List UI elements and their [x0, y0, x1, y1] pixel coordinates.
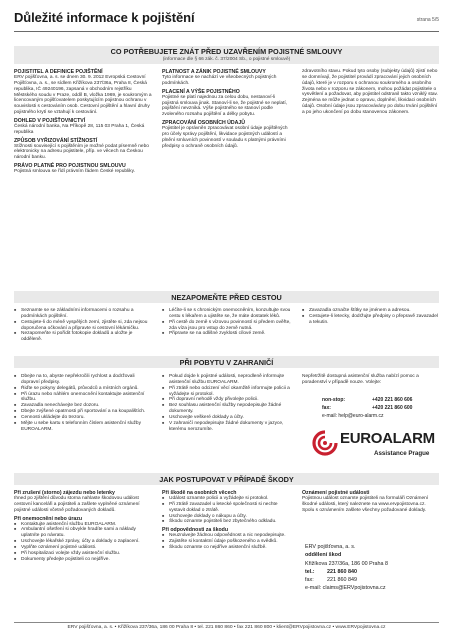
- bullet-item: ■ Uschovejte veškeré doklady a účty.: [162, 415, 292, 421]
- section-title: CO POTŘEBUJETE ZNÁT PŘED UZAVŘENÍM POJISTNÉ SMLOUVY: [110, 47, 343, 56]
- column-paragraph: ERV pojišťovna, a. s. se dnem 30. 9. 2012 Evropská Cestovní Pojišťovna, a. s., se sídlem Křižíkova 237/36a, Praha 8, Česká republika, IČ 49240196, zapsaná v obchodním rejstříku Městského soudu v Praze, oddíl B, vložka 1969, je soukromým a licencovaným pojišťovatelem poskytujícím pojistnou ochranu v souvislosti s cestováním osob. Cestovní pojištění a hlavní druhy pojistného krytí se vztahují k cestování.: [14, 75, 152, 116]
- section-banner-before-trip: [14, 291, 439, 303]
- bullet-item: ■ Při ztrátě zavazadel u letecké společnosti si nechte vystavit doklad o ztrátě.: [162, 502, 292, 514]
- column-heading: Při škodě na osobních věcech: [162, 490, 237, 496]
- bullet-item: ■ Kontaktujte asistenční službu EUROALARM.: [14, 522, 152, 528]
- page-number: strana 5/5: [416, 17, 439, 23]
- column-heading: PLATNOST A ZÁNIK POJISTNÉ SMLOUVY: [162, 69, 266, 75]
- section3-column-1: [14, 374, 152, 432]
- claims-department: oddělení škod: [305, 552, 342, 559]
- column-paragraph: Česká národní banka, Na Příkopě 28, 115 03 Praha 1, Česká republika: [14, 123, 145, 135]
- section1-column-3: [302, 69, 439, 116]
- bullet-item: ■ Seznamte se se základními informacemi o rozsahu a podmínkách pojištění.: [14, 308, 152, 320]
- column-paragraph: Pojistné se platí najednou za celou dobu, nestanoví-li pojistná smlouva jinak. Stanoví-li se, že pojistné se neplatí, pojištění nevzniká. Výše pojistného se stanoví podle zvoleného rozsahu pojištění a délky pobytu.: [162, 94, 288, 118]
- column-heading: POJISTITEL A DEFINICE POJIŠTĚNÍ: [14, 69, 103, 75]
- column-heading: DOHLED V POJIŠŤOVNICTVÍ: [14, 117, 86, 124]
- claims-street: Křižíkova 237/36a, 186 00 Praha 8: [305, 560, 389, 567]
- bullet-item: ■ Mějte u sebe kartu s telefonním číslem asistenční služby EUROALARM.: [14, 421, 152, 433]
- bullet-list: [14, 522, 152, 563]
- bullet-item: ■ Uschovejte doklady o nákupu a účty.: [162, 514, 292, 520]
- euroalarm-logo: [312, 428, 439, 462]
- bullet-item: ■ Uschovejte lékařské zprávy, účty a doklady o zaplacení.: [14, 539, 152, 545]
- section1-column-1: [14, 69, 152, 175]
- bullet-item: ■ Cestujete-li letecky, dodržujte předpisy o přepravě zavazadel a tekutin.: [302, 314, 439, 326]
- bullet-list: [14, 308, 152, 343]
- section3-column-2: [162, 374, 292, 432]
- column-paragraph: zdravotního stavu. Pokud tyto osoby (subjekty údajů) zjistí nebo se domnívají, že pojistitel provádí zpracování jejich osobních údajů, které je v rozporu s ochranou soukromého a osobního života nebo v rozporu se zákonem, mohou požádat pojistitele o vysvětlení a požadovat, aby pojistitel odstranil takto vzniklý stav. Zejména se může jednat o opravu, doplnění, likvidaci osobních údajů. Osobní údaje jsou zpracovávány po dobu trvání pojištění a po jeho ukončení po dobu stanovenou zákonem.: [302, 69, 438, 115]
- contact-row-fax: fax: +420 221 860 600: [322, 405, 413, 411]
- bullet-item: ■ Při hospitalizaci volejte vždy asistenční službu.: [14, 551, 152, 557]
- bullet-list: [162, 308, 292, 337]
- bullet-item: ■ Zavazadla nenechávejte bez dozoru.: [14, 403, 152, 409]
- section2-column-2: [162, 308, 292, 337]
- column-heading: Při zrušení (storno) zájezdu nebo letenky: [14, 490, 115, 496]
- bullet-item: ■ V zahraničí nepodepisujte žádné dokumenty v jazyce, kterému nerozumíte.: [162, 421, 292, 433]
- contact-row-email[interactable]: e-mail: help@euro-alarm.cz: [322, 413, 384, 419]
- bullet-item: ■ Zavazadla označte štítky se jménem a adresou.: [302, 308, 439, 314]
- bullet-item: ■ Při cestě do země s vízovou povinností si předem ověřte, zda víza jsou pro vstup do země nutná.: [162, 320, 292, 332]
- section4-column-3: [302, 490, 439, 514]
- bullet-item: ■ Ambulantní ošetření si obvykle hradíte sami a náklady uplatníte po návratu.: [14, 527, 152, 539]
- bullet-item: ■ Zajistěte si kontaktní údaje poškozeného a svědků.: [162, 539, 292, 545]
- bullet-item: ■ Dbejte zvýšené opatrnosti při sportování a na koupalištích.: [14, 409, 152, 415]
- bullet-item: ■ Připravte se na odlišné zvyklosti cílové země.: [162, 331, 292, 337]
- column-paragraph: Stížnosti související s pojištěním je možné podat písemně nebo elektronicky na adresu pojistitele, příp. ve věcech na Českou národní banku.: [14, 143, 149, 161]
- page-header: [14, 10, 439, 32]
- claims-address: [305, 543, 439, 593]
- bullet-item: ■ Při úrazu nebo náhlém onemocnění kontaktujte asistenční službu.: [14, 392, 152, 404]
- column-heading: Při onemocnění nebo úrazu: [14, 515, 83, 522]
- claims-company: ERV pojišťovna, a. s.: [305, 544, 356, 550]
- bullet-list: [302, 308, 439, 326]
- claims-email[interactable]: e-mail: claims@ERVpojistovna.cz: [305, 585, 386, 592]
- section-title: JAK POSTUPOVAT V PŘÍPADĚ ŠKODY: [159, 475, 294, 484]
- bullet-item: ■ Neuznávejte žádnou odpovědnost a nic nepodepisujte.: [162, 533, 292, 539]
- page-footer: ERV pojišťovna, a. s. • Křižíkova 237/36a, 186 00 Praha 8 • tel. 221 860 860 • fax 221 860 800 • klient@ERVpojistovna.cz • www.ERVpojistovna.cz: [14, 622, 439, 630]
- section-banner-damage: [14, 473, 439, 485]
- column-heading: ZPRACOVÁNÍ OSOBNÍCH ÚDAJŮ: [162, 120, 246, 127]
- bullet-list: [162, 374, 292, 432]
- column-heading: Při odpovědnosti za škodu: [162, 527, 229, 534]
- bullet-item: ■ Vyplňte oznámení pojistné události.: [14, 545, 152, 551]
- column-heading: ZPŮSOB VYŘIZOVÁNÍ STÍŽNOSTÍ: [14, 137, 98, 144]
- section-subtitle: (informace dle § 66 zák. č. 37/2004 Sb., o pojistné smlouvě): [162, 57, 291, 62]
- column-paragraph: Pojistná smlouva se řídí právním řádem České republiky.: [14, 169, 135, 175]
- section-banner-before-contract: [14, 46, 439, 64]
- bullet-item: ■ Nezapomeňte si pořídit fotokopie dokladů a uložte je odděleně.: [14, 331, 152, 343]
- bullet-item: ■ Pokud dojde k pojistné události, neprodleně informujte asistenční službu EUROALARM.: [162, 374, 292, 386]
- logo-subtitle: Assistance Prague: [374, 450, 430, 457]
- bullet-item: ■ Řiďte se pokyny delegátů, průvodců a místních orgánů.: [14, 386, 152, 392]
- bullet-list: [162, 533, 292, 551]
- euroalarm-swirl-icon: [312, 430, 338, 456]
- section2-column-1: [14, 308, 152, 343]
- claims-fax: fax: 221 860 849: [305, 577, 357, 584]
- bullet-item: ■ Škodu oznamte pojistiteli bez zbytečného odkladu.: [162, 519, 292, 525]
- bullet-list: [14, 374, 152, 432]
- section-title: PŘI POBYTU V ZAHRANIČÍ: [179, 358, 274, 367]
- bullet-item: ■ Cestujete-li do méně vyspělých zemí, zjistěte si, zda nejsou doporučena očkování a připravte si cestovní lékárničku.: [14, 320, 152, 332]
- page-title: Důležité informace k pojištění: [14, 10, 195, 25]
- bullet-item: ■ Událost oznamte policii a vyžádejte si protokol.: [162, 496, 292, 502]
- section2-column-3: [302, 308, 439, 326]
- claims-phone: tel.: 221 860 840: [305, 568, 357, 575]
- bullet-item: ■ Cennosti ukládejte do trezoru.: [14, 415, 152, 421]
- bullet-item: ■ Při ztrátě nebo odcizení věcí okamžitě informujte policii a vyžádejte si protokol.: [162, 386, 292, 398]
- assistance-intro: Nepřetržitě dostupná asistenční služba nabízí pomoc a poradenství v případě nouze. Volejte:: [302, 374, 419, 385]
- bullet-item: ■ Dokumenty předejte pojistiteli co nejdříve.: [14, 557, 152, 563]
- column-heading: PLACENÍ A VÝŠE POJISTNÉHO: [162, 88, 240, 95]
- column-heading: Oznámení pojistné události: [302, 490, 370, 496]
- section3-column-3: [302, 374, 439, 386]
- bullet-list: [162, 496, 292, 525]
- section4-column-1: [14, 490, 152, 562]
- bullet-item: ■ Dbejte na to, abyste nepřekročili rychlost a dodržovali dopravní předpisy.: [14, 374, 152, 386]
- logo-wordmark: EUROALARM: [340, 430, 435, 447]
- bullet-item: ■ Škodu oznamte co nejdříve asistenční službě.: [162, 545, 292, 551]
- section-banner-abroad: [14, 356, 439, 368]
- bullet-item: ■ Bez souhlasu asistenční služby nepodepisujte žádné dokumenty.: [162, 403, 292, 415]
- column-heading: PRÁVO PLATNÉ PRO POJISTNOU SMLOUVU: [14, 163, 126, 170]
- column-paragraph: Pojistnou událost oznamte pojistiteli na formuláři Oznámení škodné události, který naleznete na www.ervpojistovna.cz. Spolu s oznámením zašlete všechny požadované doklady.: [302, 496, 429, 513]
- section1-column-2: [162, 69, 292, 149]
- column-paragraph: Ihned po zjištění důvodu storna nahlaste škodovou událost cestovní kanceláři a pojistiteli a zašlete vyplněné oznámení pojistné události včetně požadovaných dokladů.: [14, 496, 140, 513]
- column-paragraph: Pojistitel je oprávněn zpracovávat osobní údaje pojištěných pro účely správy pojištění, likvidace pojistných událostí a plnění smluvních povinností v souladu s platnými právními předpisy o ochraně osobních údajů.: [162, 126, 288, 149]
- section4-column-2: [162, 490, 292, 551]
- contact-row-nonstop: non-stop: +420 221 860 606: [322, 397, 413, 403]
- assistance-contacts: [322, 396, 439, 420]
- bullet-item: ■ Léčíte-li se s chronickým onemocněním, konzultujte svou cestu s lékařem a ujistěte se, že máte dostatek léků.: [162, 308, 292, 320]
- section-title: NEZAPOMEŇTE PŘED CESTOU: [171, 293, 282, 302]
- bullet-item: ■ Při dopravní nehodě vždy přivolejte policii.: [162, 397, 292, 403]
- column-paragraph: Tyto informace se nachází ve všeobecných pojistných podmínkách.: [162, 75, 277, 86]
